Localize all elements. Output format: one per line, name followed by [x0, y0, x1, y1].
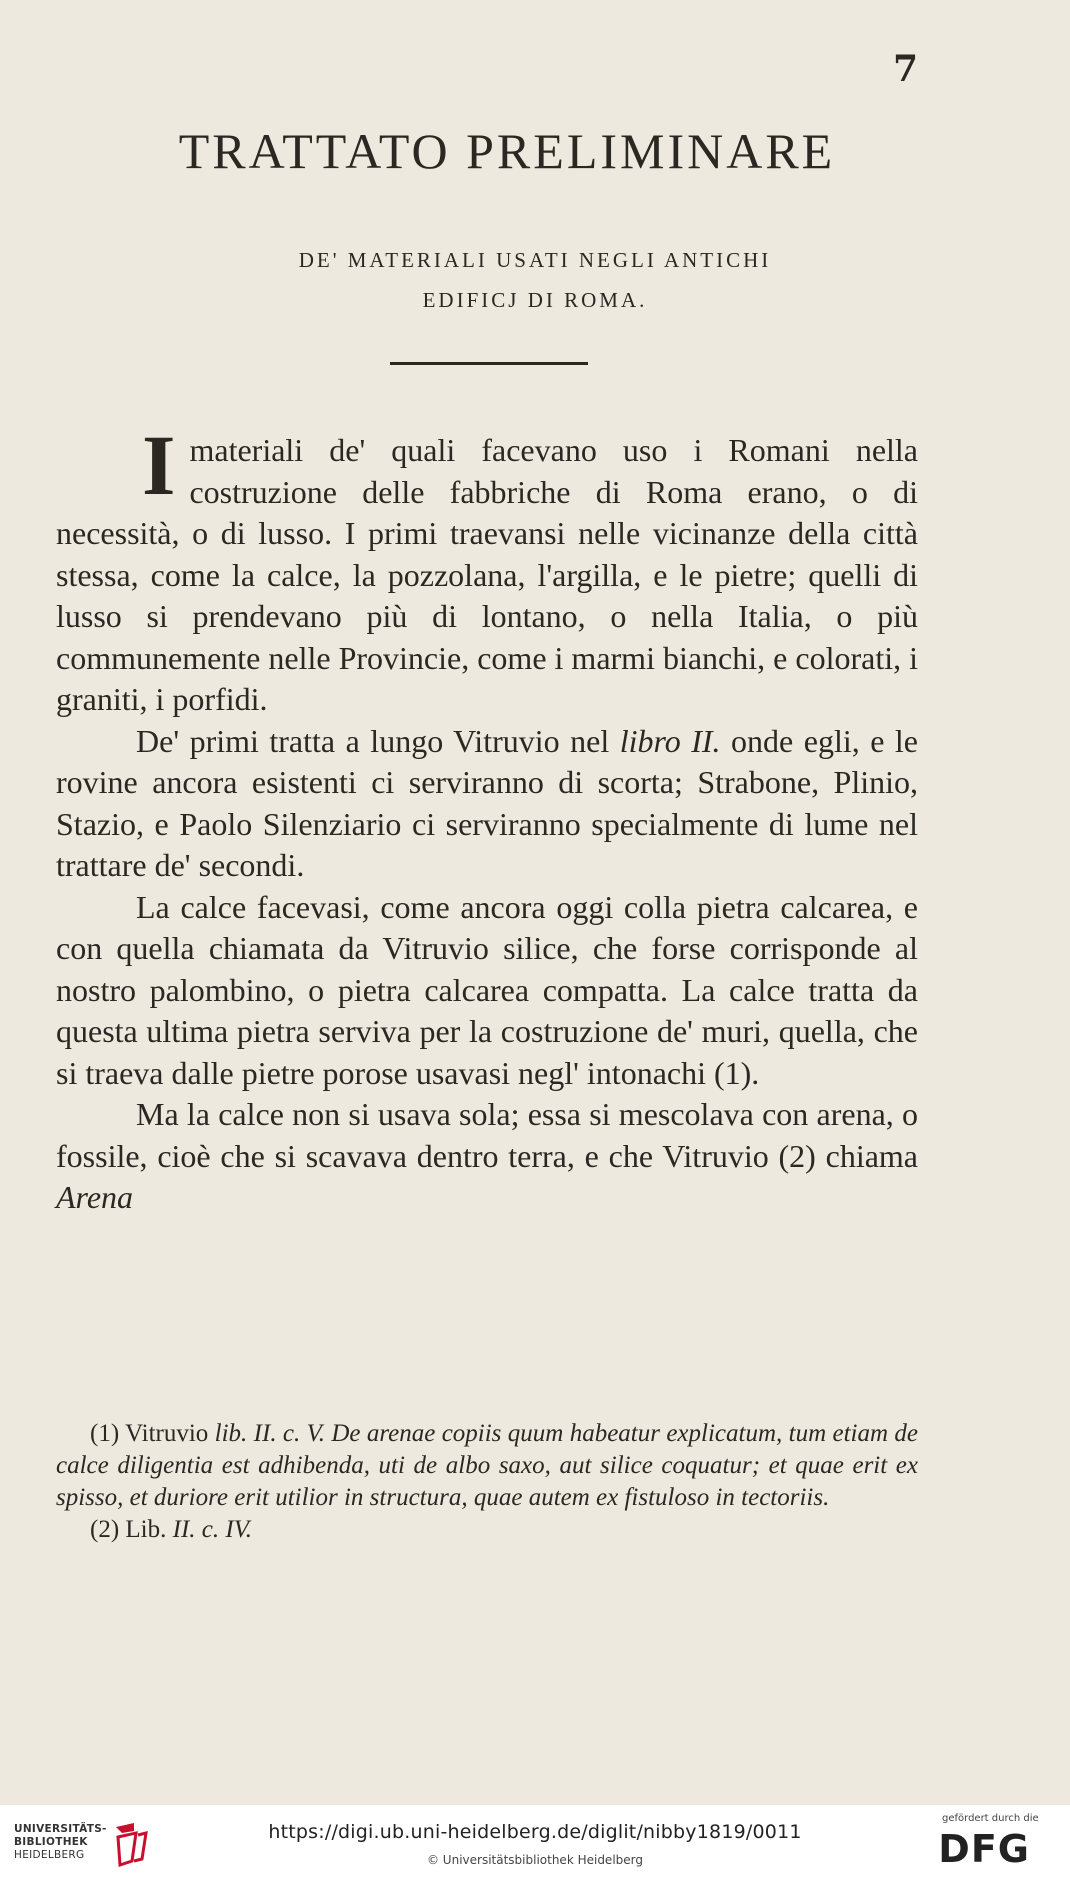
library-name-line-1: UNIVERSITÄTS-: [14, 1823, 107, 1835]
subtitle-line-2: EDIFICJ DI ROMA.: [422, 288, 648, 312]
drop-cap: I: [142, 417, 176, 513]
footnote-1-latin: De arenae copiis quum habeatur explicatum, tum etiam de calce diligentia est adhibenda, uti de albo saxo, aut silice coquatur; et quae erit ex spisso, et duriore erit utilior in structura, quae autem ex fistuloso in tectoriis.: [56, 1420, 919, 1511]
paragraph-1-text: materiali de' quali facevano uso i Romani nella costruzione delle fabbriche di Roma erano, o di necessità, o di lusso. I primi traevansi nelle vicinanze della città stessa, come la calce, la pozzolana, l'argilla, e le pietre; quelli di lusso si prendevano più di lontano, o nella Italia, o più communemente nelle Provincie, come i marmi bianchi, e colorati, i graniti, i porfidi.: [56, 432, 918, 717]
paragraph-1: [56, 400, 918, 721]
divider-rule: [390, 362, 588, 365]
footnotes: [56, 1418, 918, 1546]
footnote-2: [56, 1514, 918, 1546]
subtitle: [0, 240, 1070, 320]
paragraph-4-start: Ma la calce non si usava sola; essa si mescolava con arena, o fossile, cioè che si scavava dentro terra, e che Vitruvio (2) chiama: [56, 1096, 918, 1174]
footnote-2-ref: II. c. IV.: [172, 1516, 252, 1543]
footnote-2-start: (2) Lib.: [90, 1516, 173, 1543]
footer-bar: [0, 1805, 1070, 1883]
permalink-url[interactable]: https://digi.ub.uni-heidelberg.de/diglit/nibby1819/0011: [268, 1821, 802, 1843]
paragraph-4: [56, 1094, 918, 1219]
copyright-notice: © Universitätsbibliothek Heidelberg: [426, 1853, 643, 1867]
library-name-line-2: BIBLIOTHEK: [14, 1836, 88, 1848]
footnote-1-ref: lib. II. c. V.: [214, 1420, 325, 1447]
paragraph-4-italic: Arena: [56, 1179, 134, 1215]
page-number: 7: [892, 48, 918, 90]
paragraph-2-start: De' primi tratta a lungo Vitruvio nel: [136, 722, 620, 759]
body-text: [56, 400, 918, 1219]
dfg-logo[interactable]: DFG: [938, 1827, 1030, 1871]
library-name-line-3: HEIDELBERG: [14, 1849, 85, 1861]
funder-label: gefördert durch die: [942, 1813, 1039, 1824]
page-title: TRATTATO PRELIMINARE: [178, 123, 836, 179]
paragraph-2-rest: onde egli, e le rovine ancora esistenti ci serviranno di scorta; Strabone, Plinio, Stazio, e Paolo Silenziario ci serviranno specialmente di lume nel trattare de' secondi.: [56, 722, 919, 883]
paragraph-3: La calce facevasi, come ancora oggi colla pietra calcarea, e con quella chiamata da Vitruvio silice, che forse corrisponde al nostro palombino, o pietra calcarea compatta. La calce tratta da questa ultima pietra serviva per la costruzione de' muri, quella, che si traeva dalle pietre porose usavasi negl' intonachi (1).: [56, 888, 918, 1091]
subtitle-line-1: DE' MATERIALI USATI NEGLI ANTICHI: [298, 248, 772, 272]
paragraph-2: [56, 721, 918, 887]
paragraph-2-italic: libro II.: [619, 722, 721, 759]
footnote-1-start: (1) Vitruvio: [90, 1420, 215, 1447]
footnote-1: [56, 1418, 918, 1514]
